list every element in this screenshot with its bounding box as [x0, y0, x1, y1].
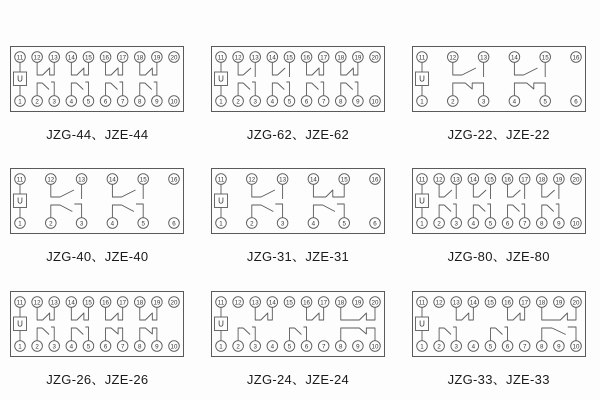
terminal-number: 14 — [68, 54, 76, 62]
terminal-number: 12 — [435, 298, 443, 306]
terminal-number: 6 — [104, 342, 108, 350]
terminal-number: 6 — [505, 342, 509, 350]
terminal-number: 5 — [488, 342, 492, 350]
terminal-number: 2 — [35, 342, 40, 350]
terminal-number: 8 — [539, 220, 544, 228]
normally-open-contact — [473, 185, 490, 200]
terminal-number: 12 — [248, 176, 256, 184]
relay-diagram-card — [411, 291, 586, 400]
normally-open-contact — [106, 82, 123, 96]
terminal-number: 11 — [217, 54, 225, 62]
normally-open-contact — [439, 185, 456, 200]
terminal-number: 1 — [18, 98, 23, 106]
terminal-number: 15 — [541, 54, 549, 62]
terminal-number: 17 — [320, 298, 328, 306]
terminal-number: 18 — [136, 54, 144, 62]
relay-terminal-diagram — [211, 46, 385, 112]
diagram-model-label: JZG-80、JZE-80 — [447, 249, 550, 265]
terminal-number: 11 — [17, 54, 24, 62]
terminal-number: 3 — [454, 342, 458, 350]
terminal-number: 10 — [572, 220, 580, 228]
terminal-number: 20 — [572, 298, 580, 306]
terminal-number: 13 — [452, 176, 460, 184]
terminal-number: 1 — [419, 220, 424, 228]
terminal-number: 4 — [471, 342, 475, 350]
terminal-number: 5 — [141, 220, 146, 228]
normally-open-contact — [514, 62, 545, 77]
coil-u-label: U — [17, 318, 24, 328]
terminal-number: 1 — [219, 220, 223, 228]
terminal-number: 8 — [539, 342, 544, 350]
normally-open-contact — [541, 204, 558, 218]
coil-u-label: U — [17, 74, 24, 84]
normally-open-contact — [541, 327, 575, 341]
terminal-number: 1 — [219, 98, 223, 106]
normally-open-contact — [72, 82, 89, 96]
terminal-number: 3 — [253, 342, 257, 350]
relay-terminal-diagram — [211, 291, 385, 357]
coil-u-label: U — [218, 318, 224, 328]
relay-terminal-diagram — [412, 291, 586, 357]
terminal-number: 9 — [155, 98, 159, 106]
normally-open-contact — [507, 204, 524, 218]
normally-closed-contact — [341, 62, 358, 75]
terminal-number: 17 — [119, 54, 127, 62]
terminal-number: 15 — [85, 54, 93, 62]
terminal-number: 13 — [51, 298, 58, 306]
terminal-number: 6 — [304, 342, 309, 350]
terminal-number: 19 — [153, 54, 161, 62]
relay-diagram-card — [10, 291, 185, 400]
terminal-number: 13 — [51, 54, 58, 62]
normally-closed-contact — [313, 185, 344, 198]
terminal-number: 9 — [556, 220, 561, 228]
terminal-number: 1 — [18, 342, 23, 350]
normally-open-contact — [289, 327, 306, 341]
terminal-number: 6 — [304, 98, 309, 106]
relay-terminal-diagram — [10, 168, 184, 234]
terminal-number: 6 — [573, 98, 578, 106]
terminal-number: 15 — [285, 298, 293, 306]
terminal-number: 8 — [339, 98, 343, 106]
normally-open-contact — [313, 204, 344, 218]
diagram-model-label: JZG-22、JZE-22 — [447, 127, 550, 142]
terminal-number: 18 — [136, 298, 144, 306]
terminal-number: 20 — [170, 54, 178, 62]
terminal-number: 15 — [285, 54, 293, 62]
normally-open-contact — [439, 327, 456, 341]
normally-closed-contact — [140, 328, 157, 341]
relay-terminal-diagram — [10, 46, 184, 112]
normally-open-contact — [252, 185, 283, 200]
terminal-number: 7 — [522, 220, 527, 228]
normally-closed-contact — [72, 62, 89, 75]
terminal-number: 4 — [471, 220, 475, 228]
terminal-number: 5 — [488, 220, 492, 228]
terminal-number: 1 — [18, 220, 23, 228]
terminal-number: 12 — [435, 176, 443, 184]
terminal-number: 11 — [217, 298, 225, 306]
terminal-number: 4 — [69, 342, 74, 350]
relay-diagram-card — [10, 46, 185, 155]
normally-open-contact — [439, 204, 456, 218]
normally-open-contact — [238, 62, 255, 77]
normally-open-contact — [490, 327, 507, 341]
terminal-number: 15 — [85, 298, 93, 306]
normally-closed-contact — [72, 307, 89, 320]
diagram-model-label: JZG-33、JZE-33 — [447, 371, 550, 387]
terminal-number: 15 — [486, 176, 494, 184]
terminal-number: 6 — [373, 220, 377, 228]
terminal-number: 10 — [371, 342, 379, 350]
terminal-number: 12 — [234, 298, 242, 306]
terminal-number: 14 — [268, 54, 276, 62]
normally-closed-contact — [255, 307, 272, 320]
terminal-number: 13 — [251, 54, 259, 62]
coil-u-label: U — [218, 74, 224, 84]
terminal-number: 16 — [572, 54, 580, 62]
terminal-number: 12 — [33, 54, 41, 62]
terminal-number: 8 — [138, 342, 142, 350]
terminal-number: 9 — [356, 342, 360, 350]
relay-terminal-diagram — [10, 291, 184, 357]
normally-open-contact — [272, 82, 289, 96]
terminal-number: 3 — [454, 220, 458, 228]
terminal-number: 19 — [354, 54, 362, 62]
terminal-number: 18 — [337, 298, 345, 306]
terminal-number: 3 — [52, 342, 57, 350]
terminal-number: 10 — [170, 98, 178, 106]
terminal-number: 1 — [219, 342, 223, 350]
terminal-number: 16 — [503, 176, 511, 184]
terminal-number: 7 — [121, 342, 125, 350]
terminal-number: 5 — [87, 98, 91, 106]
terminal-number: 17 — [520, 176, 528, 184]
terminal-number: 7 — [321, 98, 326, 106]
terminal-number: 13 — [479, 54, 487, 62]
terminal-number: 15 — [340, 176, 348, 184]
terminal-number: 17 — [119, 298, 127, 306]
terminal-number: 11 — [17, 176, 24, 184]
terminal-number: 6 — [104, 98, 108, 106]
normally-closed-contact — [37, 307, 54, 320]
terminal-number: 10 — [170, 342, 178, 350]
terminal-number: 12 — [33, 298, 41, 306]
normally-closed-contact — [507, 307, 524, 320]
terminal-number: 4 — [512, 98, 516, 106]
normally-closed-contact — [106, 307, 123, 320]
normally-open-contact — [307, 82, 324, 96]
terminal-number: 13 — [251, 298, 259, 306]
relay-terminal-diagram — [412, 46, 586, 112]
diagram-box — [211, 169, 384, 234]
terminal-number: 3 — [253, 98, 257, 106]
terminal-number: 5 — [287, 342, 292, 350]
normally-open-contact — [72, 327, 89, 341]
terminal-number: 8 — [339, 342, 343, 350]
terminal-number: 20 — [371, 298, 379, 306]
terminal-number: 4 — [111, 220, 115, 228]
terminal-number: 14 — [68, 298, 76, 306]
terminal-number: 4 — [270, 342, 275, 350]
normally-open-contact — [252, 204, 283, 218]
terminal-number: 5 — [87, 342, 91, 350]
terminal-number: 14 — [109, 176, 117, 184]
normally-open-contact — [238, 327, 255, 341]
normally-closed-contact — [452, 83, 483, 96]
terminal-number: 20 — [170, 298, 178, 306]
terminal-number: 3 — [481, 98, 485, 106]
terminal-number: 11 — [418, 298, 425, 306]
terminal-number: 19 — [555, 298, 562, 306]
terminal-number: 1 — [419, 98, 424, 106]
terminal-number: 18 — [337, 54, 345, 62]
terminal-number: 9 — [556, 342, 561, 350]
terminal-number: 12 — [449, 54, 456, 62]
terminal-number: 11 — [418, 176, 425, 184]
normally-closed-contact — [307, 307, 324, 320]
terminal-number: 4 — [311, 220, 316, 228]
normally-closed-contact — [341, 307, 375, 320]
terminal-number: 3 — [80, 220, 84, 228]
diagram-box — [412, 47, 585, 112]
terminal-number: 3 — [280, 220, 285, 228]
terminal-number: 13 — [452, 298, 460, 306]
terminal-number: 16 — [303, 298, 310, 306]
terminal-number: 20 — [572, 176, 580, 184]
relay-diagram-card — [411, 46, 586, 155]
relay-terminal-diagram — [211, 168, 385, 234]
terminal-number: 11 — [217, 176, 225, 184]
terminal-number: 5 — [287, 98, 292, 106]
relay-diagram-card — [211, 46, 386, 155]
normally-open-contact — [140, 82, 157, 96]
normally-open-contact — [113, 204, 144, 218]
normally-open-contact — [238, 82, 255, 96]
terminal-number: 16 — [170, 176, 178, 184]
normally-open-contact — [113, 185, 144, 200]
terminal-number: 16 — [503, 298, 511, 306]
normally-closed-contact — [106, 328, 123, 341]
terminal-number: 19 — [354, 298, 362, 306]
terminal-number: 2 — [35, 98, 40, 106]
terminal-number: 16 — [303, 54, 310, 62]
normally-open-contact — [51, 204, 82, 218]
terminal-number: 14 — [268, 298, 276, 306]
terminal-number: 14 — [510, 54, 518, 62]
terminal-number: 10 — [572, 342, 580, 350]
terminal-number: 1 — [419, 342, 424, 350]
terminal-number: 17 — [320, 54, 328, 62]
normally-closed-contact — [341, 328, 375, 341]
terminal-number: 2 — [236, 342, 240, 350]
diagram-box — [11, 169, 184, 234]
terminal-number: 18 — [537, 298, 545, 306]
terminal-number: 11 — [17, 298, 24, 306]
diagram-model-label: JZG-44、JZE-44 — [46, 127, 149, 142]
relay-diagram-card — [10, 168, 185, 277]
normally-open-contact — [452, 62, 483, 77]
coil-u-label: U — [418, 318, 425, 328]
terminal-number: 6 — [172, 220, 177, 228]
terminal-number: 20 — [371, 54, 379, 62]
terminal-number: 14 — [309, 176, 317, 184]
terminal-number: 2 — [437, 220, 441, 228]
diagram-model-label: JZG-62、JZE-62 — [246, 127, 350, 142]
terminal-number: 19 — [555, 176, 562, 184]
coil-u-label: U — [218, 196, 224, 206]
normally-closed-contact — [307, 62, 324, 75]
terminal-number: 16 — [102, 298, 110, 306]
normally-open-contact — [37, 327, 54, 341]
normally-open-contact — [272, 62, 289, 77]
terminal-number: 3 — [52, 98, 57, 106]
normally-closed-contact — [140, 62, 157, 75]
terminal-number: 9 — [356, 98, 360, 106]
normally-open-contact — [541, 185, 558, 200]
terminal-number: 7 — [321, 342, 326, 350]
normally-closed-contact — [541, 307, 575, 320]
terminal-number: 15 — [486, 298, 494, 306]
normally-open-contact — [37, 82, 54, 96]
terminal-number: 4 — [270, 98, 275, 106]
terminal-number: 16 — [371, 176, 379, 184]
terminal-number: 7 — [121, 98, 125, 106]
normally-open-contact — [473, 204, 490, 218]
normally-closed-contact — [106, 62, 123, 75]
terminal-number: 15 — [140, 176, 147, 184]
terminal-number: 12 — [234, 54, 242, 62]
terminal-number: 8 — [138, 98, 142, 106]
terminal-number: 9 — [155, 342, 159, 350]
normally-closed-contact — [140, 307, 157, 320]
normally-closed-contact — [37, 62, 54, 75]
diagram-model-label: JZG-26、JZE-26 — [46, 371, 149, 387]
coil-u-label: U — [418, 196, 425, 206]
coil-u-label: U — [418, 74, 425, 84]
terminal-number: 19 — [153, 298, 161, 306]
relay-diagram-card — [411, 168, 586, 277]
terminal-number: 2 — [49, 220, 53, 228]
terminal-number: 2 — [236, 98, 240, 106]
terminal-number: 2 — [250, 220, 254, 228]
normally-open-contact — [51, 185, 82, 200]
diagram-model-label: JZG-24、JZE-24 — [246, 371, 350, 387]
terminal-number: 5 — [342, 220, 346, 228]
terminal-number: 13 — [78, 176, 86, 184]
normally-open-contact — [507, 185, 524, 200]
relay-diagram-card — [211, 291, 386, 400]
terminal-number: 4 — [69, 98, 74, 106]
diagram-model-label: JZG-40、JZE-40 — [46, 249, 149, 265]
terminal-number: 2 — [450, 98, 455, 106]
terminal-number: 17 — [520, 298, 528, 306]
terminal-number: 2 — [437, 342, 441, 350]
terminal-number: 7 — [522, 342, 527, 350]
terminal-number: 11 — [418, 54, 425, 62]
relay-diagram-card — [211, 168, 386, 277]
terminal-number: 5 — [543, 98, 547, 106]
normally-open-contact — [341, 82, 358, 96]
terminal-number: 16 — [102, 54, 110, 62]
normally-closed-contact — [514, 83, 545, 96]
terminal-number: 18 — [537, 176, 545, 184]
terminal-number: 14 — [469, 176, 477, 184]
terminal-number: 13 — [279, 176, 287, 184]
diagram-model-label: JZG-31、JZE-31 — [246, 249, 350, 265]
terminal-number: 6 — [505, 220, 509, 228]
normally-closed-contact — [456, 307, 473, 320]
coil-u-label: U — [17, 196, 24, 206]
terminal-number: 10 — [371, 98, 379, 106]
terminal-number: 12 — [47, 176, 55, 184]
relay-terminal-diagram — [412, 168, 586, 234]
terminal-number: 14 — [469, 298, 477, 306]
